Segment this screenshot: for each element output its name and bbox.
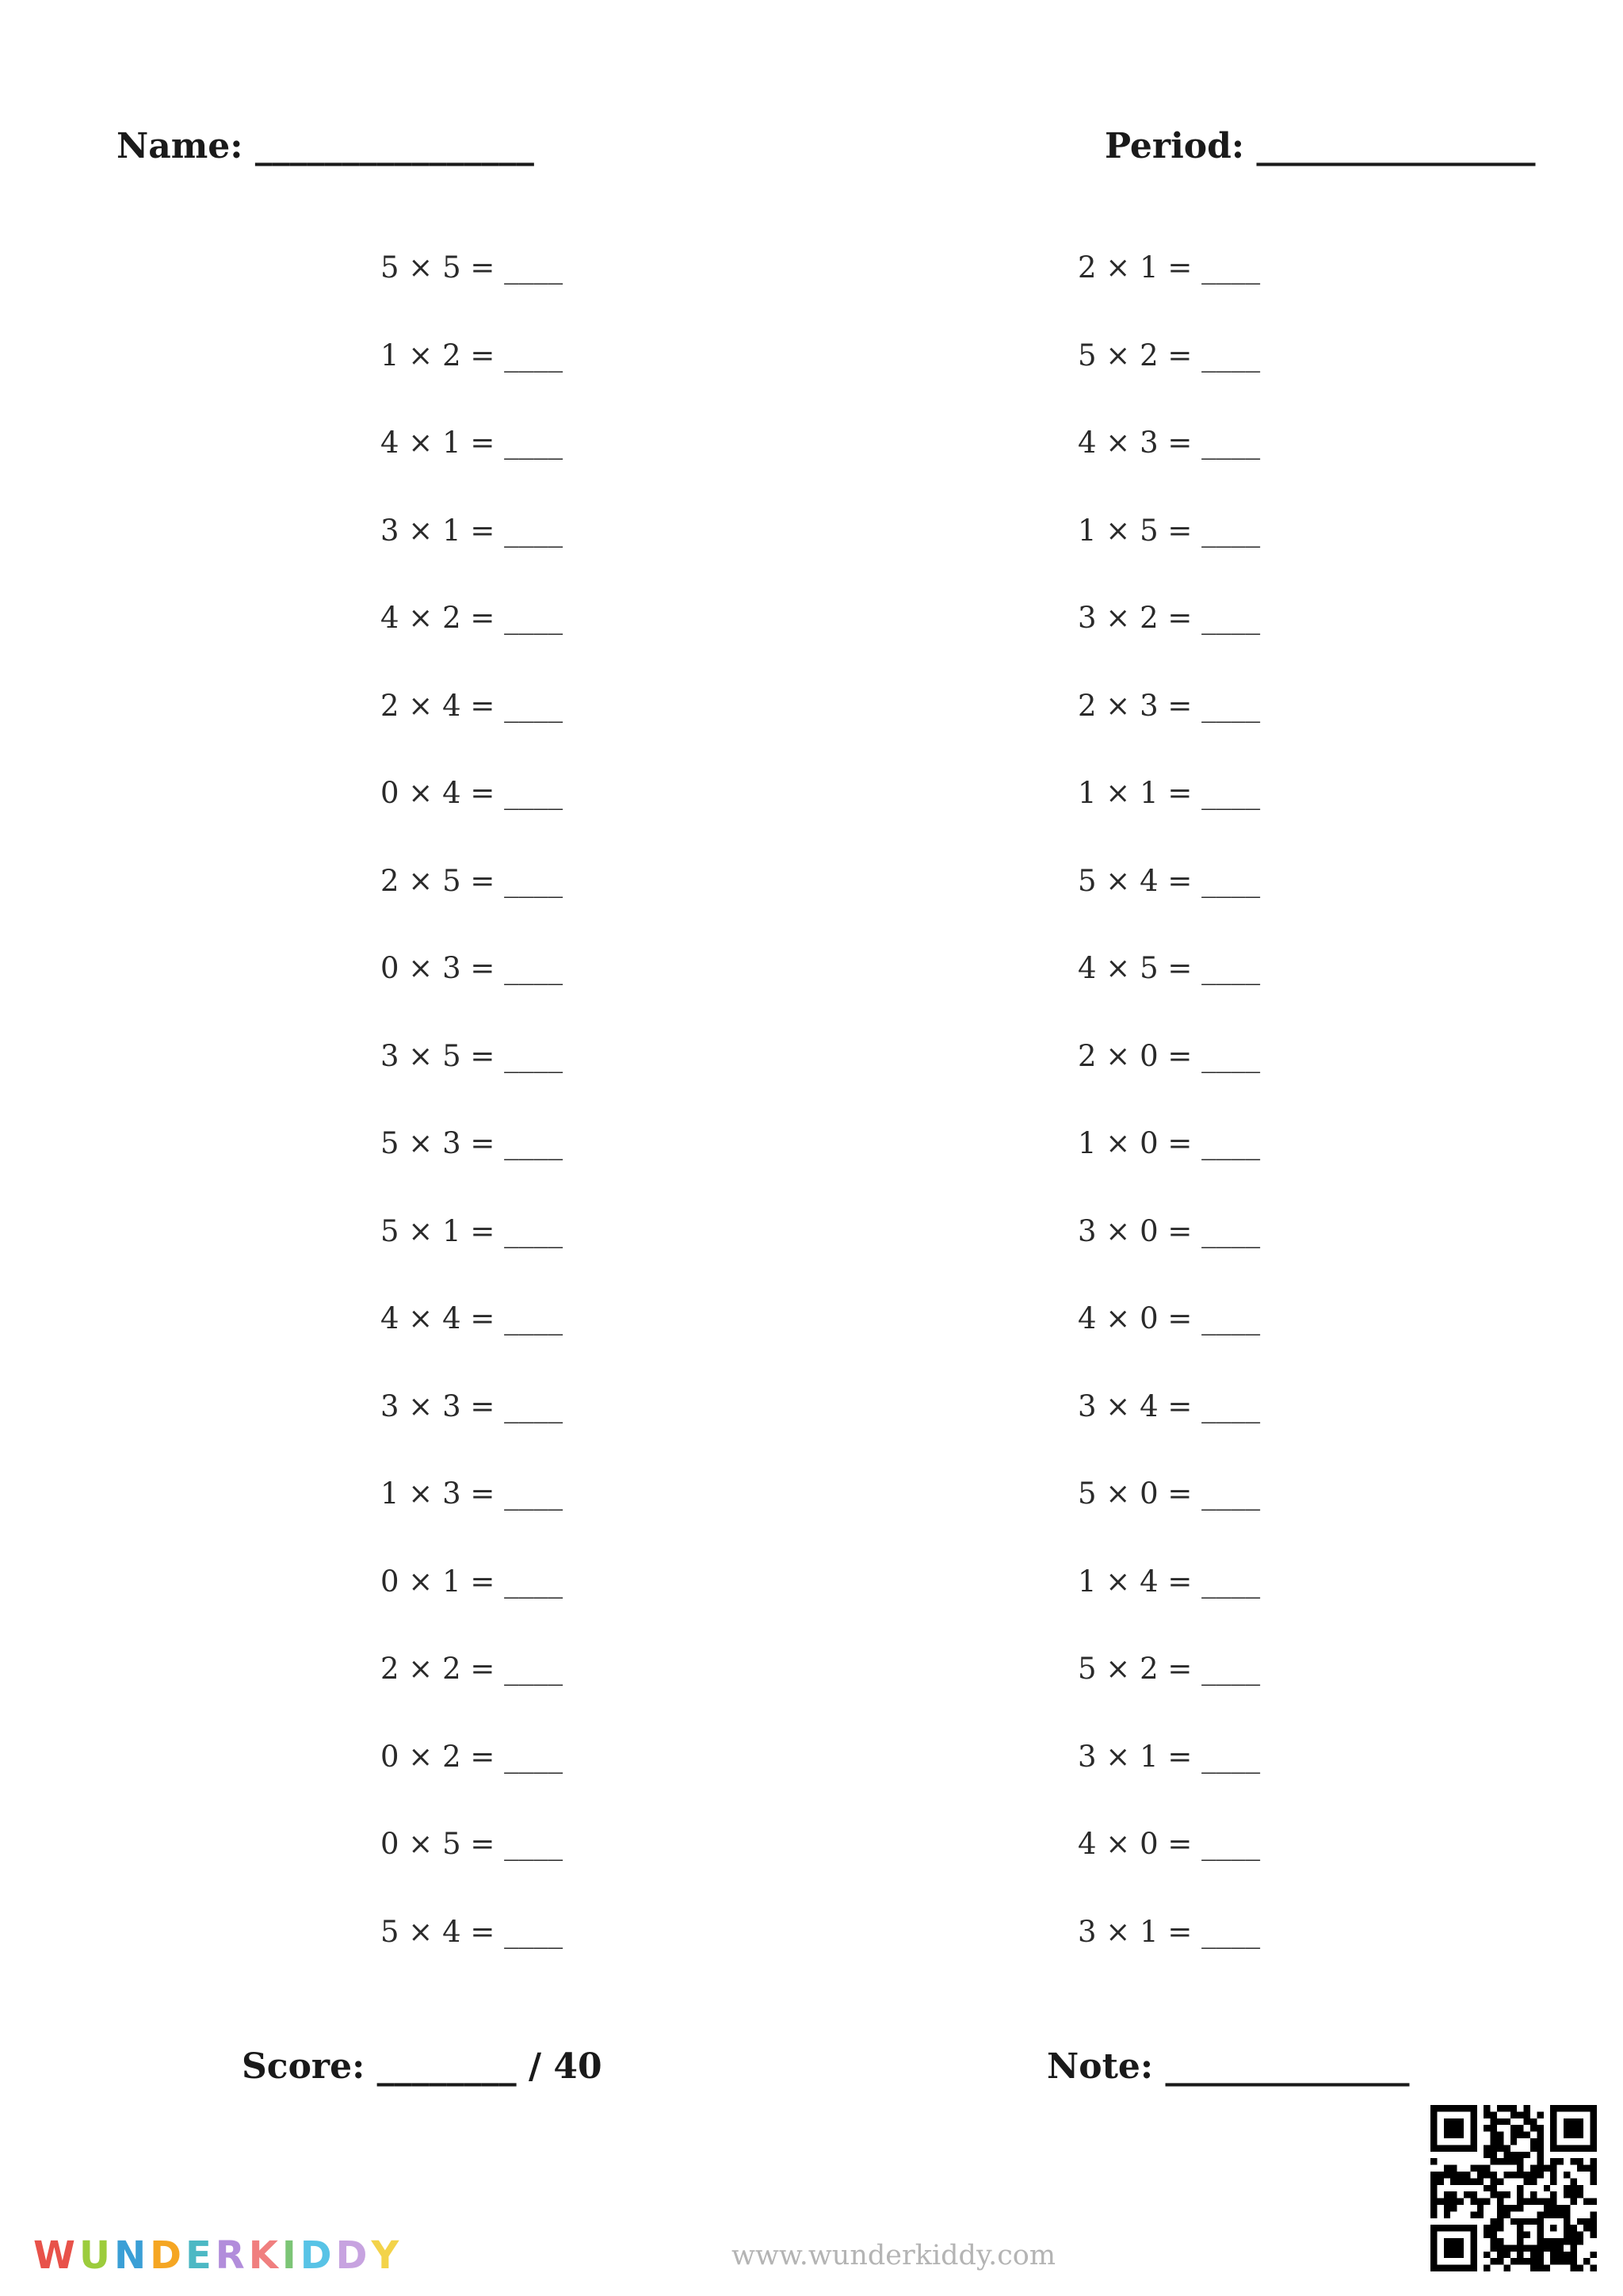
problem-item: 3 × 0 = ____ (1078, 1213, 1261, 1248)
logo-letter: Y (371, 2233, 401, 2278)
problem-item: 1 × 2 = ____ (380, 338, 563, 372)
problem-item: 2 × 3 = ____ (1078, 688, 1261, 723)
problem-item: 3 × 3 = ____ (380, 1389, 563, 1423)
problem-item: 5 × 4 = ____ (380, 1914, 563, 1949)
problem-item: 3 × 4 = ____ (1078, 1389, 1261, 1423)
problem-item: 5 × 1 = ____ (380, 1213, 563, 1248)
problem-item: 2 × 4 = ____ (380, 688, 563, 723)
problem-item: 3 × 2 = ____ (1078, 601, 1261, 635)
problems-right-column (1078, 248, 1260, 2000)
logo-letter: U (78, 2233, 112, 2278)
problem-item: 4 × 0 = ____ (1078, 1827, 1261, 1861)
period-field-label: Period: ________________ (1105, 126, 1536, 166)
problem-item: 4 × 1 = ____ (380, 426, 563, 460)
logo-letter: D (335, 2233, 369, 2278)
problem-item: 0 × 3 = ____ (380, 951, 563, 985)
problem-item: 5 × 4 = ____ (1078, 863, 1261, 898)
problem-item: 2 × 5 = ____ (380, 863, 563, 898)
problem-item: 3 × 1 = ____ (380, 513, 563, 548)
logo-letter: W (33, 2233, 77, 2278)
logo-letter: E (185, 2233, 213, 2278)
logo-letter: R (215, 2233, 246, 2278)
problem-item: 1 × 4 = ____ (1078, 1564, 1261, 1599)
problem-item: 2 × 2 = ____ (380, 1652, 563, 1686)
problem-item: 5 × 2 = ____ (1078, 1652, 1261, 1686)
problems-left-column (380, 248, 563, 2000)
problem-item: 5 × 2 = ____ (1078, 338, 1261, 372)
problem-item: 3 × 1 = ____ (1078, 1914, 1261, 1949)
problem-item: 1 × 0 = ____ (1078, 1126, 1261, 1160)
problem-item: 5 × 3 = ____ (380, 1126, 563, 1160)
logo-letter: N (113, 2233, 148, 2278)
wunderkiddy-logo (33, 2233, 401, 2278)
problem-item: 0 × 2 = ____ (380, 1739, 563, 1774)
name-field-label: Name: ________________ (116, 126, 534, 166)
problem-item: 0 × 4 = ____ (380, 776, 563, 810)
problem-item: 5 × 5 = ____ (380, 250, 563, 285)
problem-item: 3 × 1 = ____ (1078, 1739, 1261, 1774)
logo-letter: I (281, 2233, 298, 2278)
problem-item: 0 × 1 = ____ (380, 1564, 563, 1599)
problem-item: 4 × 3 = ____ (1078, 426, 1261, 460)
problem-item: 4 × 5 = ____ (1078, 951, 1261, 985)
problem-item: 4 × 2 = ____ (380, 601, 563, 635)
problem-item: 4 × 4 = ____ (380, 1301, 563, 1335)
problem-item: 1 × 3 = ____ (380, 1477, 563, 1511)
logo-letter: D (300, 2233, 334, 2278)
note-field-label: Note: ______________ (1047, 2046, 1410, 2087)
problem-item: 1 × 5 = ____ (1078, 513, 1261, 548)
logo-letter: D (150, 2233, 183, 2278)
score-field-label: Score: ________ / 40 (242, 2046, 602, 2087)
problem-item: 2 × 0 = ____ (1078, 1038, 1261, 1073)
problem-item: 3 × 5 = ____ (380, 1038, 563, 1073)
problem-item: 5 × 0 = ____ (1078, 1477, 1261, 1511)
problem-item: 4 × 0 = ____ (1078, 1301, 1261, 1335)
qr-code-icon (1430, 2105, 1597, 2271)
website-url: www.wunderkiddy.com (731, 2240, 1056, 2271)
logo-letter: K (248, 2233, 280, 2278)
problem-item: 0 × 5 = ____ (380, 1827, 563, 1861)
problem-item: 1 × 1 = ____ (1078, 776, 1261, 810)
problem-item: 2 × 1 = ____ (1078, 250, 1261, 285)
